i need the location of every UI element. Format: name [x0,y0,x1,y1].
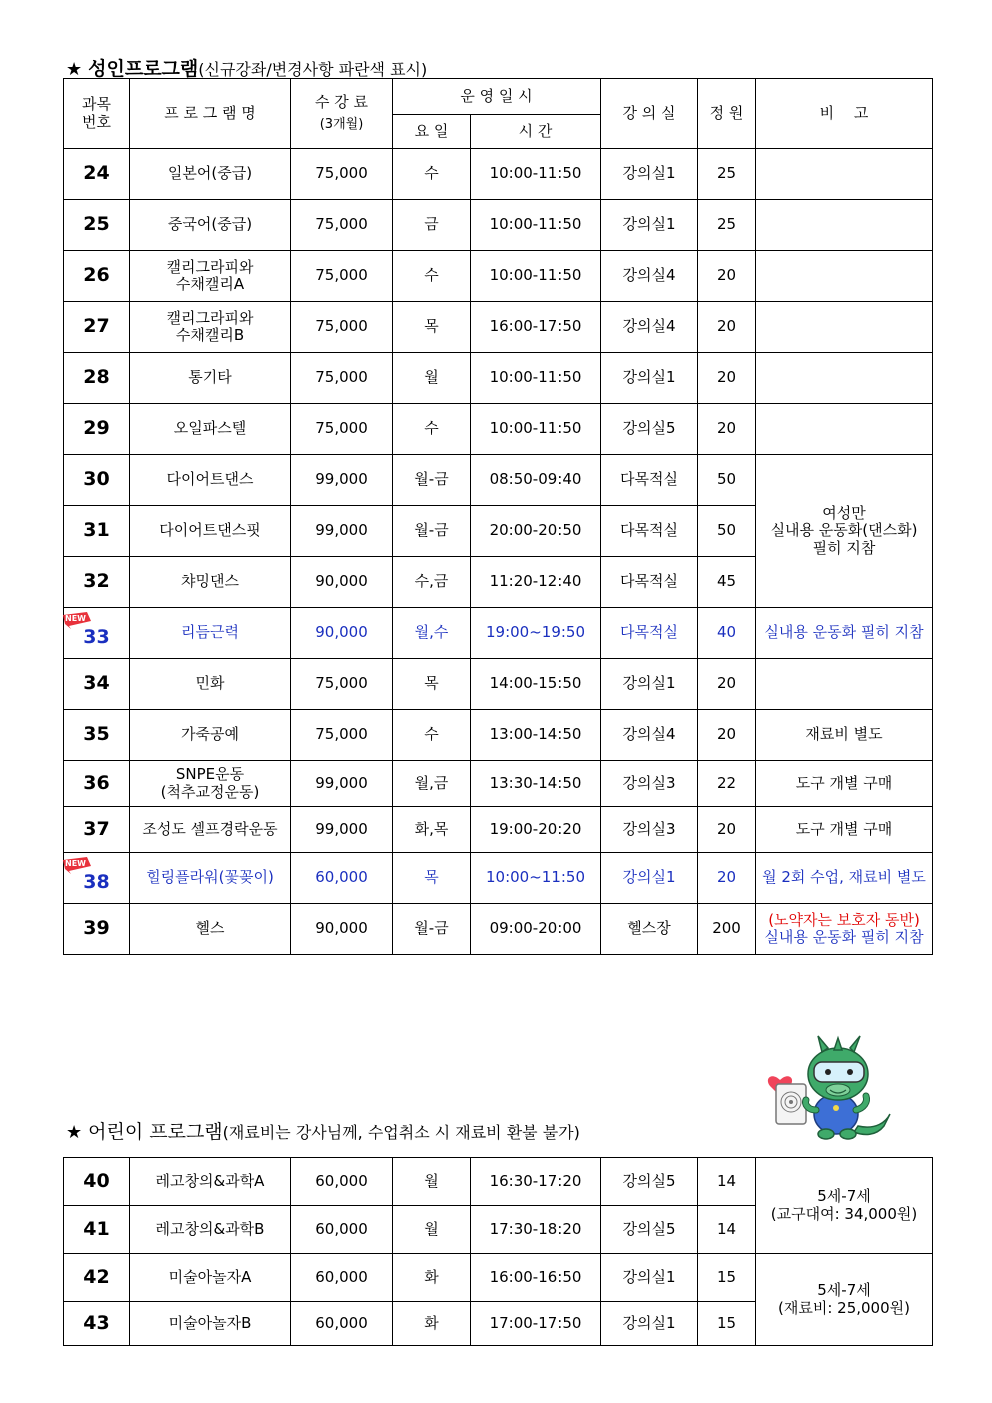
course-number [64,557,130,608]
program-room: 강의실1 [601,353,698,404]
program-capacity: 20 [698,251,756,302]
program-note [756,302,933,353]
program-room: 다목적실 [601,455,698,506]
header-fee-sub: (3개월) [319,116,364,132]
header-day: 요 일 [393,115,471,149]
adult-section-title [66,54,427,81]
adult-title: 성인프로그램 [88,58,199,80]
course-number-value: 35 [83,723,110,746]
program-note: 도구 개별 구매 [756,761,933,807]
course-number [64,353,130,404]
program-name: 캘리그라피와 수채캘리B [130,302,291,353]
program-time: 10:00-11:50 [471,353,601,404]
adult-program-table [63,78,933,955]
program-name: 리듬근력 [130,608,291,659]
kids-title: 어린이 프로그램 [88,1121,223,1143]
program-name: 레고창의&과학A [130,1158,291,1206]
program-fee: 75,000 [291,200,393,251]
program-day: 화 [393,1302,471,1346]
program-day: 수 [393,251,471,302]
course-number [64,710,130,761]
program-time: 20:00-20:50 [471,506,601,557]
program-fee: 75,000 [291,251,393,302]
program-capacity: 25 [698,149,756,200]
program-day: 월,금 [393,761,471,807]
program-time: 10:00-11:50 [471,149,601,200]
program-capacity: 14 [698,1206,756,1254]
course-number: 41 [64,1206,130,1254]
program-time: 16:30-17:20 [471,1158,601,1206]
program-name: 다이어트댄스핏 [130,506,291,557]
program-fee: 75,000 [291,404,393,455]
program-fee: 60,000 [291,1158,393,1206]
program-fee: 99,000 [291,761,393,807]
program-name: 미술아놀자A [130,1254,291,1302]
program-fee: 60,000 [291,853,393,904]
star-icon: ★ [66,1122,83,1143]
program-time: 14:00-15:50 [471,659,601,710]
course-number-value: 36 [83,771,110,794]
table-row [64,302,933,353]
program-capacity: 20 [698,853,756,904]
table-row [64,1254,933,1302]
program-time: 17:30-18:20 [471,1206,601,1254]
program-name: 통기타 [130,353,291,404]
note-shoes: 실내용 운동화 필히 지참 [764,928,924,946]
program-room: 헬스장 [601,904,698,955]
program-room: 강의실3 [601,761,698,807]
course-number [64,149,130,200]
table-row [64,1158,933,1206]
program-day: 월-금 [393,506,471,557]
program-room: 강의실1 [601,1254,698,1302]
course-number [64,807,130,853]
course-number [64,853,130,904]
course-number-value: 38 [83,871,110,894]
program-name: 다이어트댄스 [130,455,291,506]
program-capacity: 50 [698,455,756,506]
program-room: 강의실4 [601,251,698,302]
course-number: 43 [64,1302,130,1346]
program-room: 다목적실 [601,506,698,557]
program-capacity: 20 [698,404,756,455]
program-time: 13:30-14:50 [471,761,601,807]
program-note: 여성만 실내용 운동화(댄스화) 필히 지참 [756,455,933,608]
course-number [64,251,130,302]
table-row [64,149,933,200]
course-number [64,659,130,710]
program-time: 10:00-11:50 [471,200,601,251]
course-number-value: 30 [83,468,110,491]
course-number-value: 31 [83,519,110,542]
program-name: 헬스 [130,904,291,955]
program-time: 19:00~19:50 [471,608,601,659]
new-badge-label: NEW [65,614,86,623]
note-warning: (노약자는 보호자 동반) [768,910,920,929]
program-name: 조성도 셀프경락운동 [130,807,291,853]
table-row [64,659,933,710]
program-room: 강의실5 [601,1158,698,1206]
program-time: 19:00-20:20 [471,807,601,853]
program-day: 금 [393,200,471,251]
star-icon: ★ [66,59,83,80]
program-room: 다목적실 [601,557,698,608]
program-time: 11:20-12:40 [471,557,601,608]
table-row [64,710,933,761]
program-name: 챠밍댄스 [130,557,291,608]
program-name: 가죽공예 [130,710,291,761]
program-name: SNPE운동 (척추교정운동) [130,761,291,807]
course-number-value: 26 [83,264,110,287]
program-note [756,200,933,251]
program-time: 17:00-17:50 [471,1302,601,1346]
program-note [756,659,933,710]
adult-subtitle: (신규강좌/변경사항 파란색 표시) [198,60,428,79]
program-note [756,149,933,200]
course-number [64,761,130,807]
table-row [64,608,933,659]
program-name: 미술아놀자B [130,1302,291,1346]
course-number-value: 27 [83,315,110,338]
course-number-value: 29 [83,417,110,440]
course-number [64,404,130,455]
program-room: 강의실1 [601,200,698,251]
program-day: 목 [393,853,471,904]
program-capacity: 25 [698,200,756,251]
program-room: 다목적실 [601,608,698,659]
course-number-value: 25 [83,213,110,236]
program-capacity: 22 [698,761,756,807]
header-no: 과목 번호 [64,79,130,149]
program-capacity: 20 [698,659,756,710]
program-day: 목 [393,659,471,710]
program-capacity: 15 [698,1254,756,1302]
table-row [64,807,933,853]
program-fee: 75,000 [291,302,393,353]
program-day: 월 [393,353,471,404]
program-fee: 60,000 [291,1254,393,1302]
table-row [64,761,933,807]
program-time: 10:00-11:50 [471,404,601,455]
program-capacity: 45 [698,557,756,608]
program-room: 강의실1 [601,659,698,710]
program-note: 도구 개별 구매 [756,807,933,853]
program-time: 08:50-09:40 [471,455,601,506]
program-fee: 60,000 [291,1302,393,1346]
program-capacity: 20 [698,807,756,853]
course-number-value: 32 [83,570,110,593]
program-fee: 75,000 [291,149,393,200]
adult-rows [64,149,933,955]
program-note: 실내용 운동화 필히 지참 [756,608,933,659]
program-fee: 60,000 [291,1206,393,1254]
header-fee-label: 수 강 료 [314,93,368,112]
program-day: 목 [393,302,471,353]
program-fee: 75,000 [291,710,393,761]
table-row [64,904,933,955]
table-row [64,404,933,455]
header-fee [291,79,393,149]
program-note [756,404,933,455]
course-number-value: 24 [83,162,110,185]
course-number-value: 39 [83,917,110,940]
program-name: 레고창의&과학B [130,1206,291,1254]
program-time: 10:00-11:50 [471,251,601,302]
program-capacity: 14 [698,1158,756,1206]
program-note [756,251,933,302]
program-time: 13:00-14:50 [471,710,601,761]
program-note [756,353,933,404]
table-row [64,455,933,506]
course-number-value: 37 [83,817,110,840]
program-fee: 90,000 [291,608,393,659]
program-fee: 90,000 [291,557,393,608]
program-note: 월 2회 수업, 재료비 별도 [756,853,933,904]
program-room: 강의실4 [601,302,698,353]
course-number-value: 34 [83,672,110,695]
program-day: 월-금 [393,455,471,506]
header-time: 시 간 [471,115,601,149]
course-number [64,608,130,659]
program-day: 화,목 [393,807,471,853]
program-name: 중국어(중급) [130,200,291,251]
header-room: 강 의 실 [601,79,698,149]
table-row [64,251,933,302]
kids-rows [64,1158,933,1346]
program-day: 수 [393,710,471,761]
program-name: 일본어(중급) [130,149,291,200]
header-name: 프 로 그 램 명 [130,79,291,149]
program-name: 오일파스텔 [130,404,291,455]
program-room: 강의실1 [601,1302,698,1346]
program-capacity: 20 [698,710,756,761]
program-day: 월,수 [393,608,471,659]
course-number: 42 [64,1254,130,1302]
program-room: 강의실5 [601,1206,698,1254]
program-note [756,904,933,955]
course-number [64,904,130,955]
program-day: 월 [393,1206,471,1254]
program-room: 강의실5 [601,404,698,455]
program-note: 5세-7세 (교구대여: 34,000원) [756,1158,933,1254]
course-number-value: 28 [83,366,110,389]
program-fee: 75,000 [291,353,393,404]
program-fee: 99,000 [291,506,393,557]
kids-program-table [63,1157,933,1346]
program-fee: 99,000 [291,455,393,506]
program-fee: 75,000 [291,659,393,710]
program-capacity: 20 [698,353,756,404]
program-capacity: 40 [698,608,756,659]
program-room: 강의실1 [601,149,698,200]
program-room: 강의실1 [601,853,698,904]
program-room: 강의실3 [601,807,698,853]
kids-subtitle: (재료비는 강사님께, 수업취소 시 재료비 환불 불가) [222,1123,580,1142]
header-schedule: 운 영 일 시 [393,79,601,115]
program-capacity: 200 [698,904,756,955]
program-time: 16:00-17:50 [471,302,601,353]
program-day: 수,금 [393,557,471,608]
program-capacity: 50 [698,506,756,557]
program-day: 수 [393,404,471,455]
header-note: 비 고 [756,79,933,149]
program-name: 캘리그라피와 수채캘리A [130,251,291,302]
program-note: 재료비 별도 [756,710,933,761]
program-time: 09:00-20:00 [471,904,601,955]
program-note: 5세-7세 (재료비: 25,000원) [756,1254,933,1346]
table-row [64,200,933,251]
course-number [64,200,130,251]
program-capacity: 20 [698,302,756,353]
new-badge-label: NEW [65,859,86,868]
table-row [64,353,933,404]
program-capacity: 15 [698,1302,756,1346]
header-cap: 정 원 [698,79,756,149]
program-time: 16:00-16:50 [471,1254,601,1302]
program-room: 강의실4 [601,710,698,761]
program-name: 민화 [130,659,291,710]
program-name: 힐링플라워(꽃꽂이) [130,853,291,904]
program-time: 10:00~11:50 [471,853,601,904]
dragon-mascot-illustration [758,1030,898,1142]
kids-section-title [66,1117,580,1144]
program-day: 화 [393,1254,471,1302]
program-fee: 99,000 [291,807,393,853]
course-number [64,302,130,353]
table-row [64,853,933,904]
program-day: 월-금 [393,904,471,955]
course-number: 40 [64,1158,130,1206]
course-number-value: 33 [83,626,110,649]
course-number [64,506,130,557]
course-number [64,455,130,506]
program-day: 수 [393,149,471,200]
program-day: 월 [393,1158,471,1206]
program-fee: 90,000 [291,904,393,955]
